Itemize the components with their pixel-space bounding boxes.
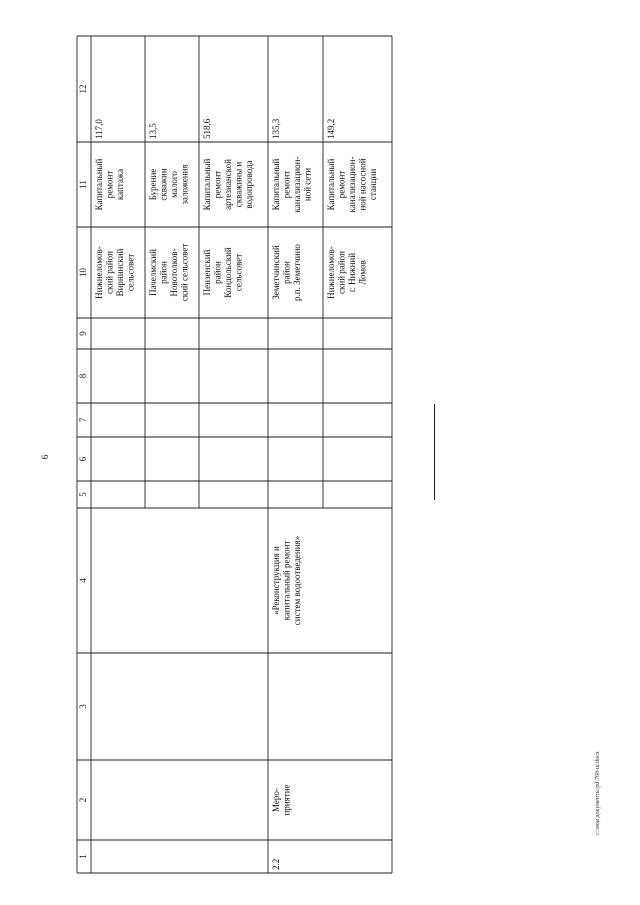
cell-r1-c10-line: ский район (104, 251, 115, 294)
cell-r2-c10-line: ский сельсовет (179, 243, 190, 302)
cell-r3-c11-line: Капитальный (202, 158, 213, 211)
cell-r4-c10-line: Земетчинский (271, 245, 282, 300)
column-number: 5 (78, 492, 89, 497)
cell-r5-c11-line: ной насосной (357, 158, 368, 211)
cell-r1-c11-line: Капитальный (94, 158, 105, 211)
cell-r3-c11-line: ремонт (212, 170, 223, 199)
cell-r4-c2-line: Меро- (271, 788, 282, 812)
column-number: 11 (78, 180, 89, 189)
footer-file-path: c:\мои документы\pd\768-ш.docx (595, 751, 601, 835)
column-number: 10 (78, 268, 89, 277)
cell-r4-c11-line: ной сети (302, 167, 313, 202)
page-number: 6 (40, 454, 50, 460)
cell-r4-c11-line: ремонт (281, 170, 292, 199)
cell-r4-c10-line: р.п. Земетчино (292, 244, 303, 301)
cell-r4-c12-line: 135,3 (271, 118, 282, 139)
cell-r5-c12-line: 149,2 (326, 118, 337, 139)
cell-r4-c1-line: 2.2 (271, 858, 282, 870)
column-number: 8 (78, 373, 89, 379)
cell-r3-c10-line: район (212, 261, 223, 284)
cell-r1-c11-line: каптажа (115, 168, 126, 201)
cell-r2-c11-line: малого (169, 171, 180, 198)
column-number: 7 (78, 417, 89, 423)
cell-r5-c10-line: г. Нижний (347, 252, 358, 293)
cell-r1-c12-line: 117,0 (94, 119, 105, 139)
cell-r5-c11-line: Капитальный (326, 158, 337, 211)
cell-r1-c10-line: Нижнеломов- (94, 246, 105, 299)
cell-r4-c11-line: Капитальный (271, 158, 282, 211)
column-number: 6 (78, 456, 89, 462)
cell-r3-c12-line: 518,6 (202, 118, 213, 139)
cell-r5-c10-line: ский район (336, 251, 347, 294)
cell-r2-c11-line: Бурение (148, 168, 159, 201)
cell-r3-c11-line: водопровода (244, 160, 255, 209)
cell-r4-c4-line: систем водоотведения» (292, 535, 303, 626)
column-number: 3 (78, 704, 89, 709)
cell-r2-c11-line: скважин (158, 168, 169, 201)
cell-r4-c11-line: канализацион- (292, 156, 303, 213)
cell-r3-c10-line: Пензенский (202, 249, 213, 296)
column-number: 2 (78, 797, 89, 803)
cell-r1-c11-line: ремонт (104, 170, 115, 199)
cell-r4-c4-line: «Реконструкция и (271, 546, 282, 615)
cell-r2-c12-line: 13,5 (148, 123, 159, 139)
cell-r2-c10-line: Пачелмский (148, 249, 159, 296)
cell-r2-c10-line: Новотолков- (169, 248, 180, 297)
cell-r3-c10-line: сельсовет (233, 253, 244, 292)
cell-r5-c10-line: Ломов (357, 260, 368, 285)
cell-r3-c11-line: скважины и (233, 161, 244, 208)
cell-r4-c4-line: капитальный ремонт (281, 540, 292, 621)
cell-r5-c11-line: ремонт (336, 170, 347, 199)
column-number: 4 (78, 578, 89, 583)
column-number: 9 (78, 331, 89, 336)
column-number: 12 (78, 84, 89, 94)
cell-r2-c10-line: район (158, 261, 169, 284)
column-number: 1 (78, 854, 89, 859)
cell-r4-c10-line: район (281, 261, 292, 284)
cell-r1-c10-line: Вирнинский (115, 248, 126, 297)
cell-r3-c11-line: артезианской (223, 159, 234, 210)
cell-r1-c10-line: сельсовет (125, 253, 136, 292)
cell-r3-c10-line: Кондольский (223, 247, 234, 298)
cell-r5-c10-line: Нижнеломов- (326, 246, 337, 299)
cell-r5-c11-line: канализацион- (347, 156, 358, 213)
cell-r4-c2-line: приятие (281, 784, 292, 816)
cell-r2-c11-line: заложения (179, 164, 190, 205)
cell-r5-c11-line: станции (368, 168, 379, 201)
